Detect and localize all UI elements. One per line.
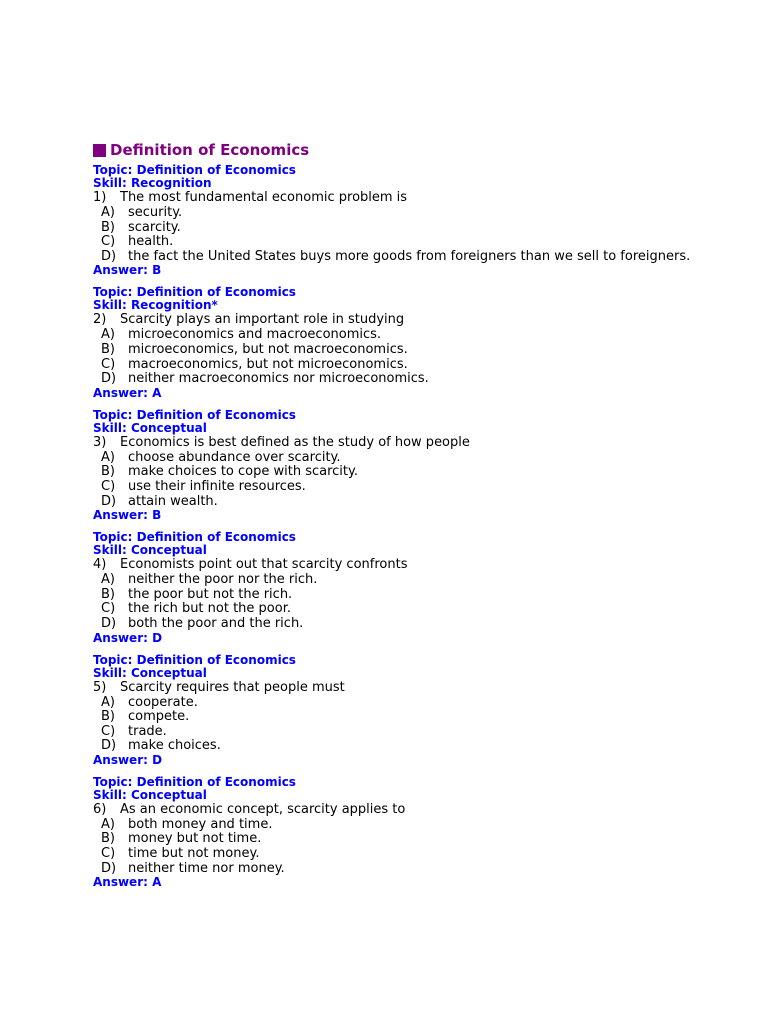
square-bullet-icon (93, 144, 106, 157)
option-text: neither macroeconomics nor microeconomics. (128, 371, 429, 387)
option-text: the fact the United States buys more goods from foreigners than we sell to foreigners. (128, 248, 691, 264)
option-letter: C) (101, 234, 116, 250)
option-letter: D) (101, 371, 117, 387)
answer-option (93, 862, 713, 877)
option-text: money but not time. (128, 831, 262, 847)
question-topic: Topic: Definition of Economics (93, 285, 296, 300)
option-text: both money and time. (128, 816, 273, 832)
answer-options (93, 451, 713, 509)
question-number: 3) (93, 434, 107, 450)
question-number: 5) (93, 679, 107, 695)
option-letter: A) (101, 327, 115, 343)
option-letter: A) (101, 449, 115, 465)
option-text: microeconomics, but not macroeconomics. (128, 341, 408, 357)
question-stem (93, 557, 713, 572)
question-block (93, 531, 713, 644)
option-letter: A) (101, 694, 115, 710)
option-text: the poor but not the rich. (128, 586, 293, 602)
question-number: 1) (93, 190, 107, 205)
answer-options (93, 573, 713, 631)
answer-option (93, 221, 713, 236)
question-block (93, 776, 713, 889)
answer-option (93, 495, 713, 510)
option-letter: D) (101, 248, 117, 264)
answer-option (93, 372, 713, 387)
question-answer: Answer: A (93, 875, 162, 890)
question-block (93, 654, 713, 767)
option-letter: B) (101, 586, 115, 602)
question-list (93, 164, 713, 889)
option-text: time but not money. (128, 846, 260, 862)
option-letter: D) (101, 738, 117, 754)
option-text: make choices to cope with scarcity. (128, 464, 358, 480)
question-number: 4) (93, 557, 107, 573)
answer-option (93, 235, 713, 250)
option-text: make choices. (128, 738, 221, 754)
option-letter: B) (101, 341, 115, 357)
answer-option (93, 602, 713, 617)
answer-option (93, 588, 713, 603)
question-skill: Skill: Conceptual (93, 787, 207, 802)
answer-option (93, 696, 713, 711)
question-topic: Topic: Definition of Economics (93, 163, 296, 177)
option-text: cooperate. (128, 694, 198, 710)
document-page (93, 140, 713, 898)
option-letter: C) (101, 356, 116, 372)
answer-option (93, 818, 713, 833)
question-topic: Topic: Definition of Economics (93, 407, 296, 422)
question-number: 2) (93, 312, 107, 328)
question-skill: Skill: Recognition* (93, 298, 218, 313)
option-text: microeconomics and macroeconomics. (128, 327, 382, 343)
option-text: compete. (128, 709, 190, 725)
question-stem (93, 435, 713, 450)
question-stem (93, 680, 713, 695)
question-stem-text: Scarcity plays an important role in studying (120, 312, 405, 328)
answer-options (93, 328, 713, 386)
option-text: trade. (128, 723, 167, 739)
option-text: neither time nor money. (128, 860, 285, 876)
option-letter: A) (101, 572, 115, 588)
question-block (93, 286, 713, 399)
question-stem-text: Economists point out that scarcity confronts (120, 557, 408, 573)
section-title (93, 140, 713, 160)
option-text: both the poor and the rich. (128, 615, 304, 631)
question-stem-text: The most fundamental economic problem is (120, 190, 408, 205)
option-text: scarcity. (128, 219, 181, 235)
question-block (93, 409, 713, 522)
answer-option (93, 617, 713, 632)
option-letter: B) (101, 464, 115, 480)
answer-options (93, 818, 713, 876)
answer-option (93, 343, 713, 358)
question-block (93, 164, 713, 277)
option-letter: B) (101, 219, 115, 235)
answer-option (93, 465, 713, 480)
option-text: macroeconomics, but not microeconomics. (128, 356, 408, 372)
option-text: neither the poor nor the rich. (128, 572, 318, 588)
question-answer: Answer: B (93, 263, 162, 278)
option-letter: C) (101, 478, 116, 494)
question-topic: Topic: Definition of Economics (93, 774, 296, 789)
answer-option (93, 832, 713, 847)
option-letter: D) (101, 615, 117, 631)
answer-option (93, 573, 713, 588)
question-stem-text: As an economic concept, scarcity applies to (120, 801, 406, 817)
option-text: security. (128, 205, 183, 220)
option-letter: B) (101, 831, 115, 847)
option-letter: D) (101, 493, 117, 509)
question-topic: Topic: Definition of Economics (93, 652, 296, 667)
answer-option (93, 710, 713, 725)
option-letter: A) (101, 205, 115, 220)
answer-options (93, 696, 713, 754)
option-text: choose abundance over scarcity. (128, 449, 341, 465)
section-title-text: Definition of Economics (110, 141, 310, 159)
option-letter: C) (101, 601, 116, 617)
question-answer: Answer: A (93, 385, 162, 400)
question-topic: Topic: Definition of Economics (93, 530, 296, 545)
option-letter: B) (101, 709, 115, 725)
answer-option (93, 847, 713, 862)
question-stem (93, 190, 713, 205)
option-text: attain wealth. (128, 493, 218, 509)
answer-option (93, 451, 713, 466)
question-answer: Answer: D (93, 630, 163, 645)
answer-option (93, 358, 713, 373)
answer-option (93, 480, 713, 495)
question-stem-text: Scarcity requires that people must (120, 679, 345, 695)
question-answer: Answer: B (93, 508, 162, 523)
option-letter: A) (101, 816, 115, 832)
option-letter: C) (101, 846, 116, 862)
answer-option (93, 739, 713, 754)
answer-option (93, 725, 713, 740)
answer-option (93, 206, 713, 221)
option-text: the rich but not the poor. (128, 601, 291, 617)
question-stem-text: Economics is best defined as the study of how people (120, 434, 470, 450)
option-text: use their infinite resources. (128, 478, 306, 494)
option-letter: D) (101, 860, 117, 876)
question-skill: Skill: Conceptual (93, 420, 207, 435)
question-skill: Skill: Conceptual (93, 543, 207, 558)
question-answer: Answer: D (93, 752, 163, 767)
question-stem (93, 312, 713, 327)
question-number: 6) (93, 801, 107, 817)
option-text: health. (128, 234, 174, 250)
answer-option (93, 250, 713, 265)
answer-options (93, 206, 713, 264)
question-stem (93, 802, 713, 817)
question-skill: Skill: Conceptual (93, 665, 207, 680)
answer-option (93, 328, 713, 343)
question-skill: Skill: Recognition (93, 176, 212, 190)
option-letter: C) (101, 723, 116, 739)
